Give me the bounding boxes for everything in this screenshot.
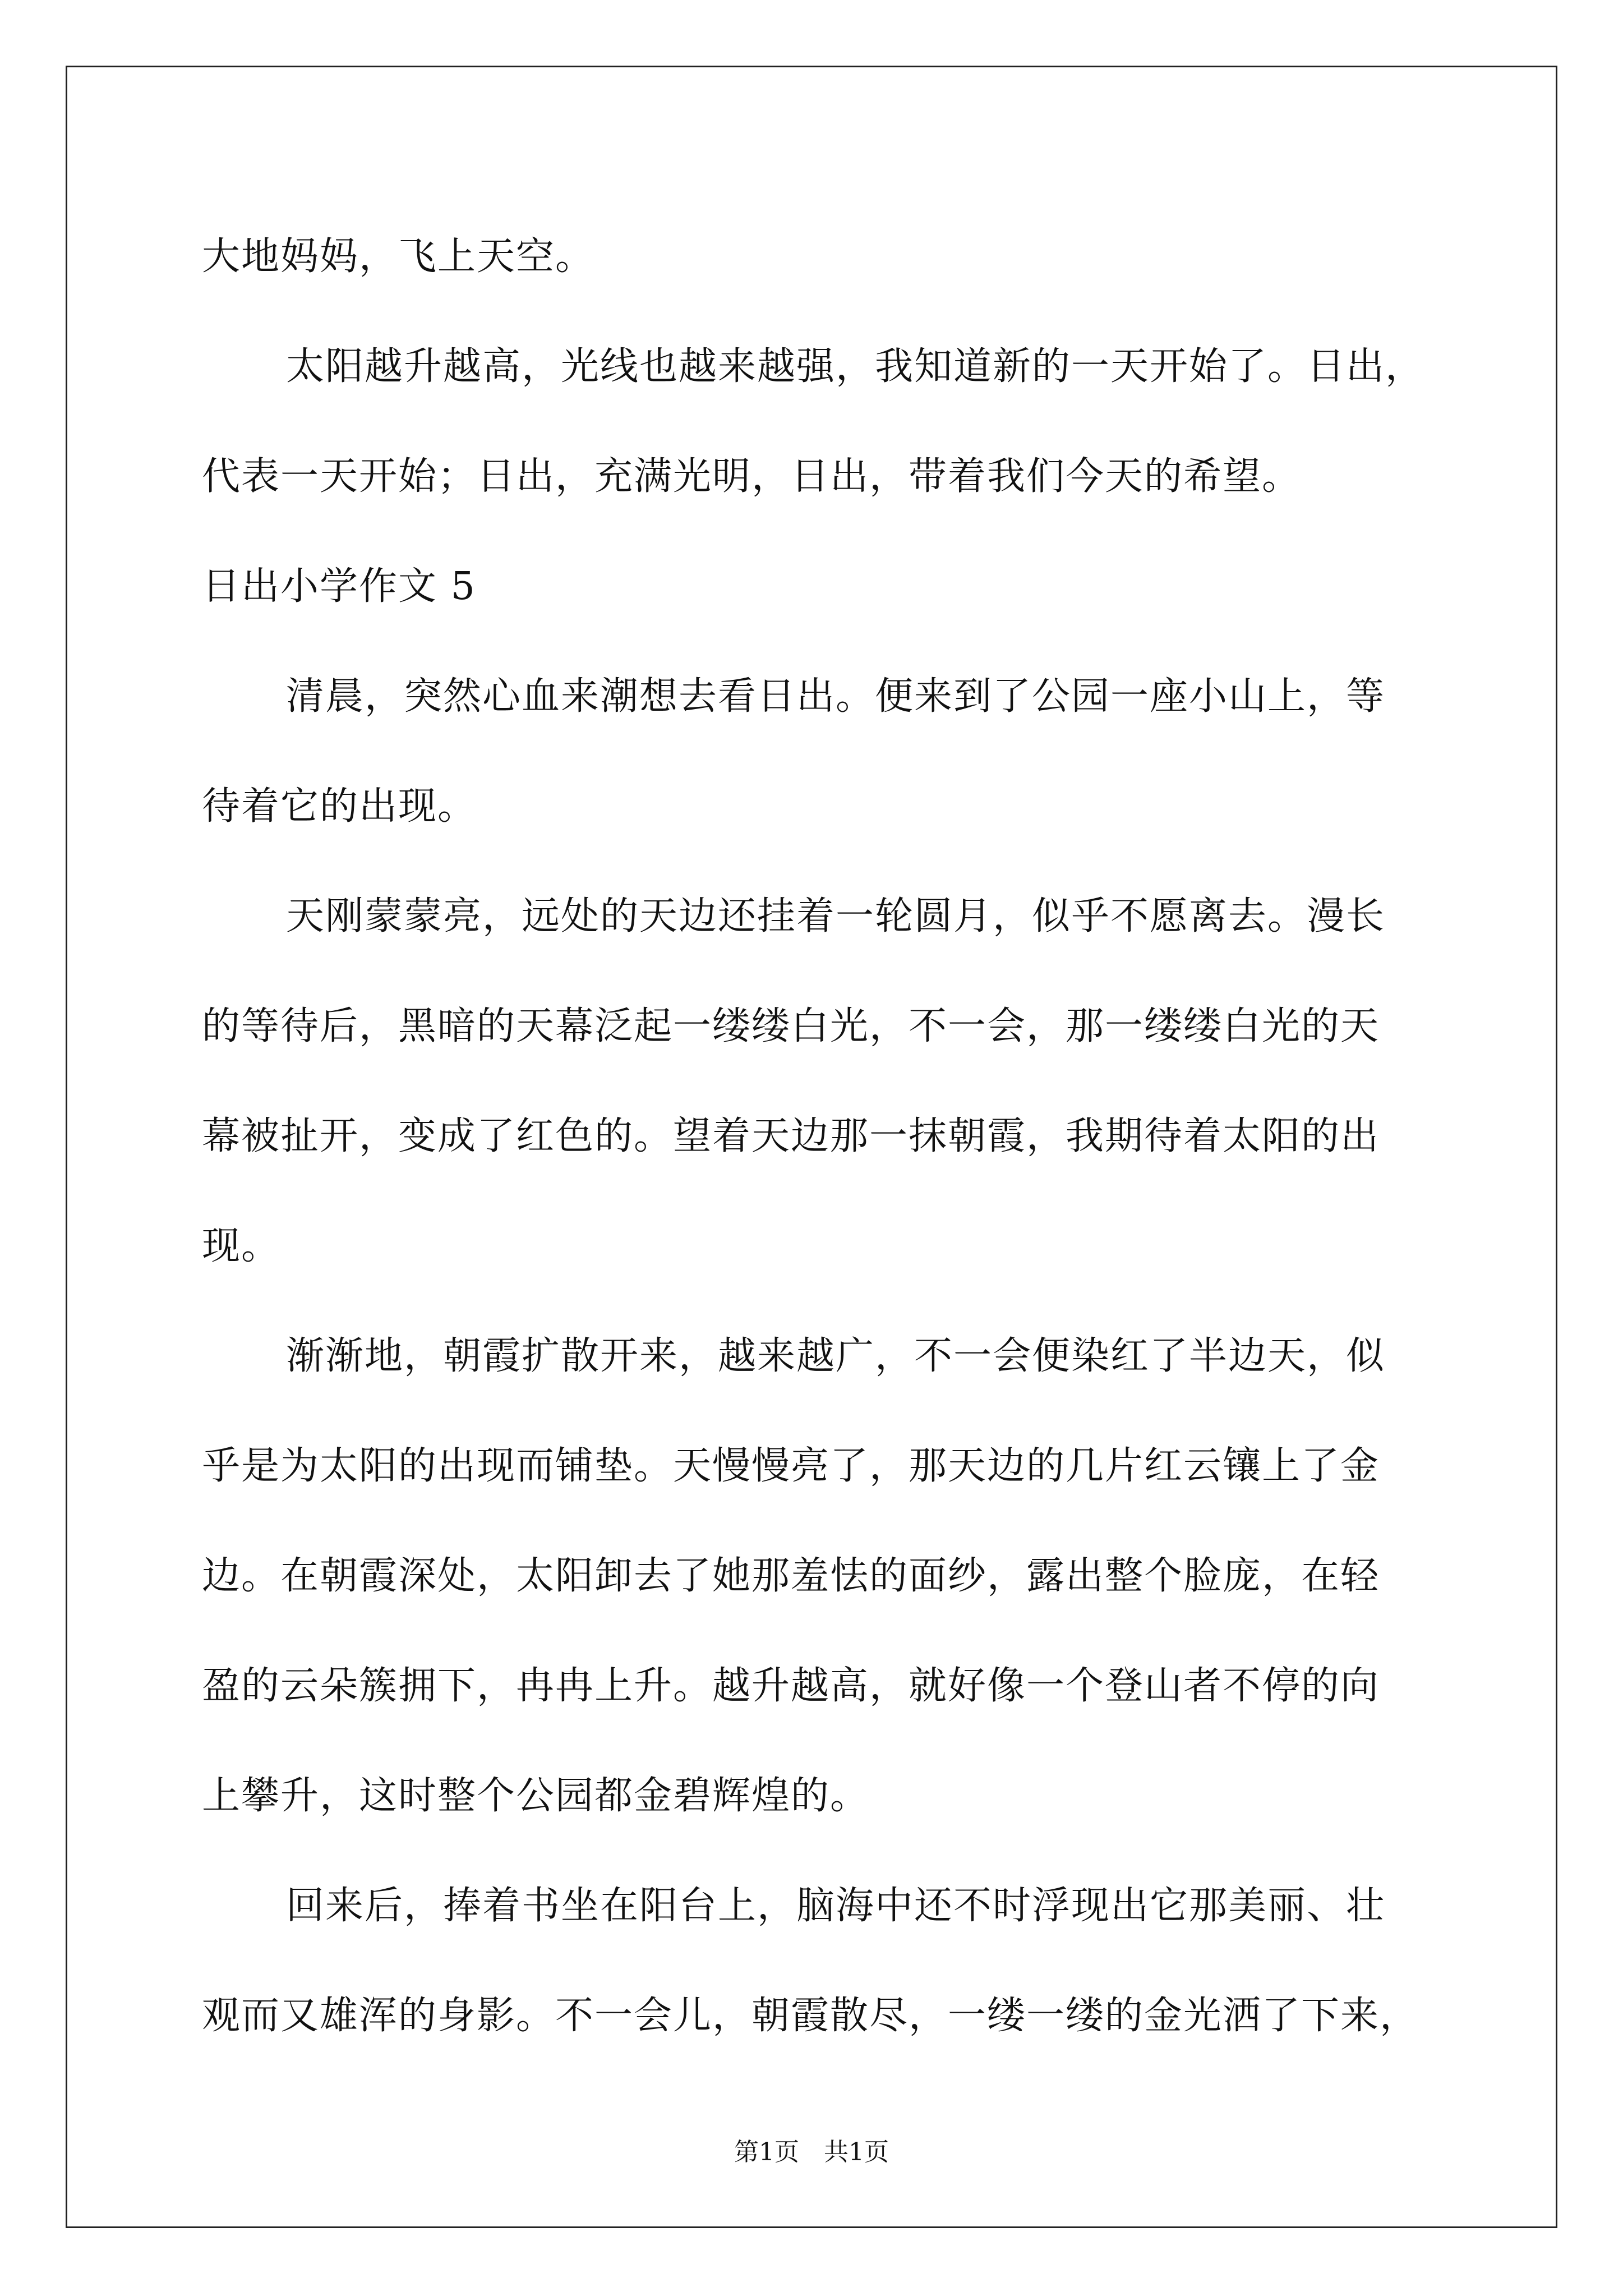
text-line: 清晨，突然心血来潮想去看日出。便来到了公园一座小山上，等 <box>286 674 1386 719</box>
text-line: 代表一天开始；日出，充满光明，日出，带着我们今天的希望。 <box>202 454 1302 499</box>
text-line: 盈的云朵簇拥下，冉冉上升。越升越高，就好像一个登山者不停的向 <box>202 1664 1380 1708</box>
text-line: 幕被扯开，变成了红色的。望着天边那一抹朝霞，我期待着太阳的出 <box>202 1114 1380 1158</box>
text-line: 的等待后，黑暗的天幕泛起一缕缕白光，不一会，那一缕缕白光的天 <box>202 1004 1380 1048</box>
section-heading: 日出小学作文 5 <box>202 564 476 609</box>
text-line: 现。 <box>202 1224 281 1268</box>
text-line: 回来后，捧着书坐在阳台上，脑海中还不时浮现出它那美丽、壮 <box>286 1884 1386 1928</box>
text-line: 边。在朝霞深处，太阳卸去了她那羞怯的面纱，露出整个脸庞，在轻 <box>202 1554 1380 1598</box>
text-line: 上攀升，这时整个公园都金碧辉煌的。 <box>202 1774 870 1818</box>
text-line: 观而又雄浑的身影。不一会儿，朝霞散尽，一缕一缕的金光洒了下来， <box>202 1994 1419 2038</box>
text-line: 乎是为太阳的出现而铺垫。天慢慢亮了，那天边的几片红云镶上了金 <box>202 1444 1380 1488</box>
document-body <box>202 202 1424 2071</box>
text-line: 太阳越升越高，光线也越来越强，我知道新的一天开始了。日出， <box>286 344 1425 389</box>
page-number-footer: 第1页 共1页 <box>734 2138 889 2166</box>
text-line: 大地妈妈，飞上天空。 <box>202 234 595 279</box>
text-line: 渐渐地，朝霞扩散开来，越来越广，不一会便染红了半边天，似 <box>286 1334 1386 1378</box>
text-line: 待着它的出现。 <box>202 784 477 829</box>
text-line: 天刚蒙蒙亮，远处的天边还挂着一轮圆月，似乎不愿离去。漫长 <box>286 894 1386 938</box>
